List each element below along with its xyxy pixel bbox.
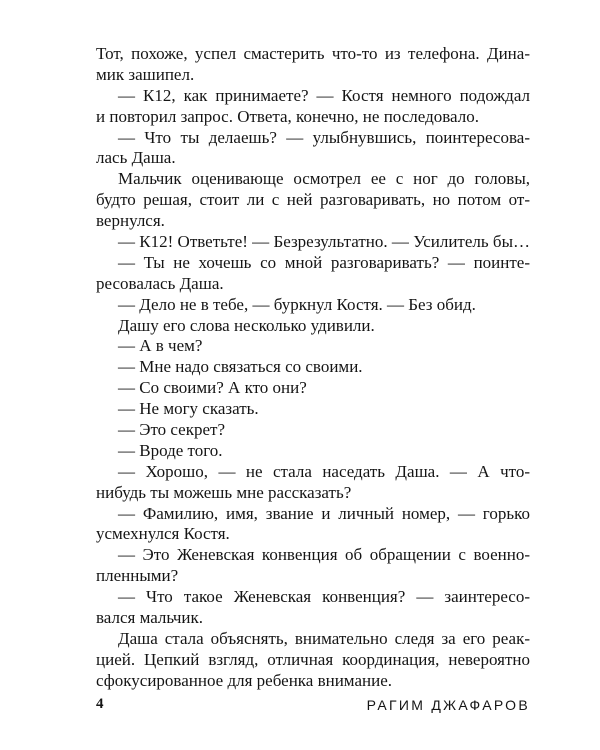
text-line: Даша стала объяснять, внимательно следя за его реак-: [118, 628, 530, 648]
text-line: — Хорошо, — не стала наседать Даша. — А что-: [118, 461, 530, 481]
text-line: Мальчик оценивающе осмотрел ее с ног до головы,: [118, 169, 530, 189]
text-line: Тот, похоже, успел смастерить что-то из телефона. Дина-: [96, 44, 530, 63]
text-line: мик зашипел.: [96, 64, 195, 84]
text-line: сфокусированное для ребенка внимание.: [96, 670, 392, 690]
text-line: — Дело не в тебе, — буркнул Костя. — Без обид.: [118, 294, 476, 314]
text-line: — Что такое Женевская конвенция? — заинтересо-: [118, 587, 530, 607]
body-text: [96, 44, 530, 692]
text-line: — Это Женевская конвенция об обращении с военно-: [118, 545, 530, 565]
text-line: — Мне надо связаться со своими.: [118, 357, 363, 377]
text-line: ресовалась Даша.: [96, 273, 224, 293]
text-line: лась Даша.: [96, 148, 176, 168]
text-line: — Не могу сказать.: [118, 399, 259, 419]
text-line: — Вроде того.: [118, 440, 223, 460]
page-number: 4: [96, 696, 104, 712]
text-line: будто решая, стоит ли с ней разговаривать, но потом от-: [96, 190, 530, 210]
running-footer-author: РАГИМ ДЖАФАРОВ: [366, 697, 530, 713]
text-line: нибудь ты можешь мне рассказать?: [96, 482, 352, 502]
text-line: пленными?: [96, 566, 179, 586]
text-line: — К12! Ответьте! — Безрезультатно. — Усилитель бы…: [118, 232, 530, 252]
text-line: вернулся.: [96, 211, 165, 231]
text-line: — Ты не хочешь со мной разговаривать? — поинте-: [118, 252, 530, 272]
text-line: Дашу его слова несколько удивили.: [118, 315, 375, 335]
text-line: — Со своими? А кто они?: [118, 378, 307, 398]
text-line: и повторил запрос. Ответа, конечно, не последовало.: [96, 106, 479, 126]
text-line: цией. Цепкий взгляд, отличная координация, невероятно: [96, 649, 530, 669]
text-line: — А в чем?: [118, 336, 203, 356]
text-line: — Фамилию, имя, звание и личный номер, — горько: [118, 503, 530, 523]
text-line: вался мальчик.: [96, 608, 204, 628]
text-line: — Это секрет?: [118, 420, 226, 440]
text-line: усмехнулся Костя.: [96, 524, 230, 544]
text-line: — Что ты делаешь? — улыбнувшись, поинтересова-: [118, 127, 530, 147]
text-line: — К12, как принимаете? — Костя немного подождал: [118, 85, 530, 105]
